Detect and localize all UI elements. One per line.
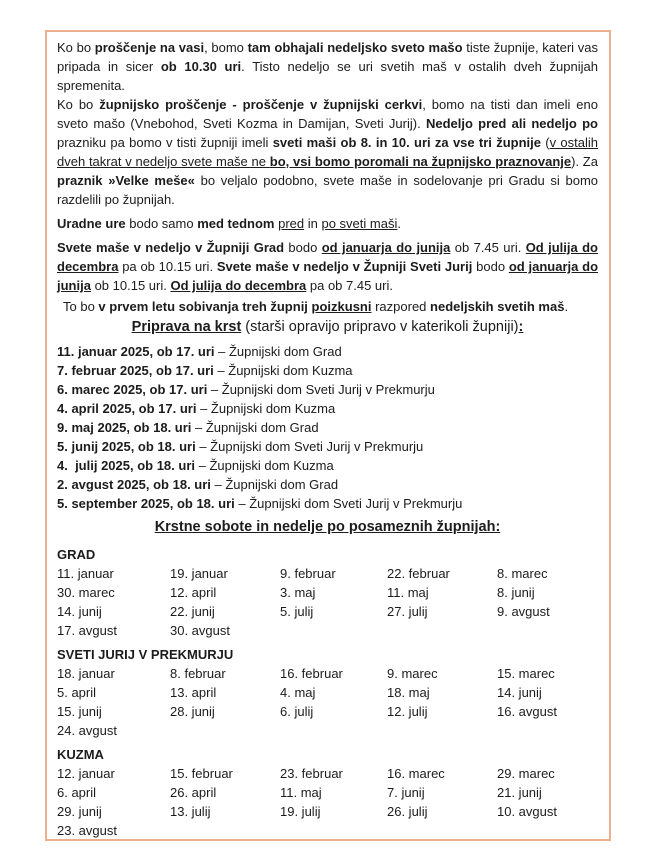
text-segment: 9. maj 2025, ob 18. uri [57, 420, 192, 435]
baptism-preparation-item [57, 399, 598, 418]
text-segment: – Župnijski dom Sveti Jurij v Prekmurju [195, 439, 424, 454]
date-cell: 19. januar [170, 566, 228, 581]
text-segment: – Župnijski dom Grad [214, 344, 342, 359]
baptism-preparation-item [57, 361, 598, 380]
date-cell: 13. julij [170, 804, 211, 819]
text-segment: bo veljalo podobno, svete maše in sodelovanje pri Gradu si bomo razdelili po župnijah. [57, 173, 598, 207]
date-cell: 26. april [170, 785, 217, 800]
text-segment: med tednom [197, 216, 275, 231]
text-segment: Priprava na krst [131, 319, 242, 335]
date-cell: 16. februar [280, 666, 343, 681]
text-segment: Ko bo [57, 97, 100, 112]
text-segment: župnijsko proščenje - proščenje v župnijski cerkvi [99, 97, 423, 112]
date-cell: 27. julij [387, 604, 428, 619]
date-cell: 9. avgust [497, 604, 550, 619]
date-cell: 11. maj [387, 585, 429, 600]
text-segment: prazniku pa bomo v tisti župniji imeli [57, 135, 273, 150]
text-segment: . [564, 299, 569, 314]
text-segment: nedeljskih svetih maš [430, 299, 565, 314]
paragraph-parish-pilgrimage [57, 95, 598, 209]
parish-section-grad [57, 545, 598, 640]
date-cell: 9. februar [280, 566, 336, 581]
date-cell: 8. marec [497, 566, 548, 581]
parish-title-sveti-jurij: SVETI JURIJ V PREKMURJU [57, 647, 234, 662]
text-segment: 11. januar 2025, ob 17. uri [57, 344, 215, 359]
date-cell: 12. januar [57, 766, 115, 781]
date-cell: 14. junij [497, 685, 542, 700]
text-segment: – Župnijski dom Kuzma [213, 363, 353, 378]
baptism-preparation-item [57, 494, 598, 513]
text-segment: bodo [472, 259, 509, 274]
text-segment: v prvem letu sobivanja treh župnij [98, 299, 312, 314]
text-segment: , bomo na tisti dan imeli eno sveto mašo (Vnebohod, Sveti Kozma in Damijan, Sveti Jurij). [57, 97, 598, 131]
date-cell: 14. junij [57, 604, 102, 619]
text-segment: po sveti maši [321, 216, 398, 231]
baptism-preparation-list [57, 342, 598, 513]
text-segment: 4. julij 2025, ob 18. uri [57, 458, 195, 473]
text-segment: . [397, 216, 401, 231]
text-segment: Svete maše v nedeljo v Župniji Sveti Jurij [216, 259, 473, 274]
text-segment: bodo [284, 240, 322, 255]
dates-grid-kuzma [57, 764, 598, 840]
text-segment: (starši opravijo pripravo v katerikoli župniji) [241, 319, 519, 335]
date-cell: 4. maj [280, 685, 316, 700]
date-cell: 15. marec [497, 666, 555, 681]
date-cell: 3. maj [280, 585, 316, 600]
text-segment: tiste župnije, kateri vas pripada in sicer [57, 40, 598, 74]
date-cell: 12. julij [387, 704, 428, 719]
text-segment: – Župnijski dom Grad [210, 477, 339, 492]
date-cell: 30. marec [57, 585, 115, 600]
date-cell: 12. april [170, 585, 217, 600]
baptism-preparation-item [57, 456, 598, 475]
date-cell: 11. januar [57, 566, 114, 581]
parish-title-kuzma: KUZMA [57, 747, 104, 762]
paragraph-office-hours [57, 214, 598, 233]
date-cell: 30. avgust [170, 623, 230, 638]
text-segment: v ostalih dveh takrat v nedeljo svete maše ne [57, 135, 598, 169]
date-cell: 15. februar [170, 766, 233, 781]
date-cell: 16. avgust [497, 704, 557, 719]
text-segment: . Tisto nedeljo se uri svetih maš v ostalih dveh župnijah spremenita. [57, 59, 598, 93]
text-segment: in [304, 216, 322, 231]
paragraph-village-pilgrimage [57, 38, 598, 95]
text-segment: 6. marec 2025, ob 17. uri [57, 382, 208, 397]
date-cell: 7. junij [387, 785, 425, 800]
text-segment: ). Za [571, 154, 598, 169]
dates-grid-sveti-jurij [57, 664, 598, 740]
content-frame [45, 30, 611, 841]
text-segment: 5. junij 2025, ob 18. uri [57, 439, 196, 454]
text-segment: – Župnijski dom Sveti Jurij v Prekmurju [234, 496, 463, 511]
date-cell: 8. februar [170, 666, 226, 681]
text-segment: 4. april 2025, ob 17. uri [57, 401, 197, 416]
text-segment: Od julija do decembra [57, 240, 598, 274]
text-segment: – Župnijski dom Kuzma [196, 401, 336, 416]
text-segment: : [518, 319, 524, 335]
text-segment: Ko bo [57, 40, 95, 55]
date-cell: 9. marec [387, 666, 438, 681]
baptism-preparation-item [57, 418, 598, 437]
date-cell: 19. julij [280, 804, 321, 819]
date-cell: 10. avgust [497, 804, 557, 819]
text-segment: tam obhajali nedeljsko sveto mašo [247, 40, 463, 55]
text-segment: Od julija do decembra [170, 278, 307, 293]
paragraph-trial-schedule [57, 297, 598, 316]
text-segment: pa ob 10.15 uri. [118, 259, 217, 274]
text-segment: , bomo [204, 40, 248, 55]
text-segment: 7. februar 2025, ob 17. uri [57, 363, 214, 378]
parish-title-grad: GRAD [57, 547, 96, 562]
date-cell: 11. maj [280, 785, 322, 800]
text-segment: 2. avgust 2025, ob 18. uri [57, 477, 211, 492]
baptism-preparation-item [57, 380, 598, 399]
date-cell: 29. junij [57, 804, 102, 819]
text-segment: pred [278, 216, 305, 231]
date-cell: 5. april [57, 685, 97, 700]
text-segment: ob 10.30 uri [160, 59, 242, 74]
text-segment: To bo [63, 299, 99, 314]
text-segment: bodo samo [125, 216, 198, 231]
date-cell: 29. marec [497, 766, 555, 781]
text-segment: 5. september 2025, ob 18. uri [57, 496, 235, 511]
date-cell: 16. marec [387, 766, 445, 781]
text-segment: – Župnijski dom Grad [191, 420, 319, 435]
date-cell: 18. januar [57, 666, 115, 681]
text-segment: razpored [371, 299, 431, 314]
date-cell: 5. julij [280, 604, 314, 619]
date-cell: 23. februar [280, 766, 343, 781]
text-segment: ob 10.15 uri. [90, 278, 171, 293]
date-cell: 8. junij [497, 585, 535, 600]
text-segment: od januarja do junija [57, 259, 599, 293]
baptism-preparation-item [57, 475, 598, 494]
text-segment: ( [540, 135, 550, 150]
text-segment: Nedeljo pred ali nedeljo po [425, 116, 598, 131]
text-segment: Uradne ure [57, 216, 126, 231]
date-cell: 22. junij [170, 604, 215, 619]
text-segment: – Župnijski dom Kuzma [195, 458, 334, 473]
date-cell: 6. april [57, 785, 97, 800]
parish-section-kuzma [57, 745, 598, 840]
date-cell: 21. junij [497, 785, 542, 800]
text-segment: pa ob 7.45 uri. [306, 278, 393, 293]
dates-grid-grad [57, 564, 598, 640]
text-segment: ob 7.45 uri. [450, 240, 526, 255]
parish-section-sveti-jurij [57, 645, 598, 740]
heading-baptism-saturdays-sundays: Krstne sobote in nedelje po posameznih župnijah: [154, 519, 501, 535]
date-cell: 22. februar [387, 566, 450, 581]
text-segment: praznik »Velke meše« [57, 173, 195, 188]
baptism-preparation-item [57, 342, 598, 361]
text-segment: sveti maši ob 8. in 10. uri za vse tri župnije [272, 135, 541, 150]
date-cell: 17. avgust [57, 623, 117, 638]
text-segment: proščenje na vasi [94, 40, 205, 55]
date-cell: 18. maj [387, 685, 430, 700]
date-cell: 15. junij [57, 704, 102, 719]
text-segment: – Župnijski dom Sveti Jurij v Prekmurju [207, 382, 435, 397]
text-segment: od januarja do junija [321, 240, 451, 255]
paragraph-sunday-mass-times [57, 238, 598, 295]
heading-baptism-preparation [57, 318, 598, 337]
text-segment: bo, vsi bomo poromali na župnijsko praznovanje [269, 154, 572, 169]
date-cell: 26. julij [387, 804, 428, 819]
text-segment: Svete maše v nedeljo v Župniji Grad [57, 240, 285, 255]
text-segment: poizkusni [311, 299, 372, 314]
date-cell: 28. junij [170, 704, 215, 719]
date-cell: 23. avgust [57, 823, 117, 838]
date-cell: 6. julij [280, 704, 314, 719]
baptism-preparation-item [57, 437, 598, 456]
date-cell: 13. april [170, 685, 217, 700]
date-cell: 24. avgust [57, 723, 117, 738]
